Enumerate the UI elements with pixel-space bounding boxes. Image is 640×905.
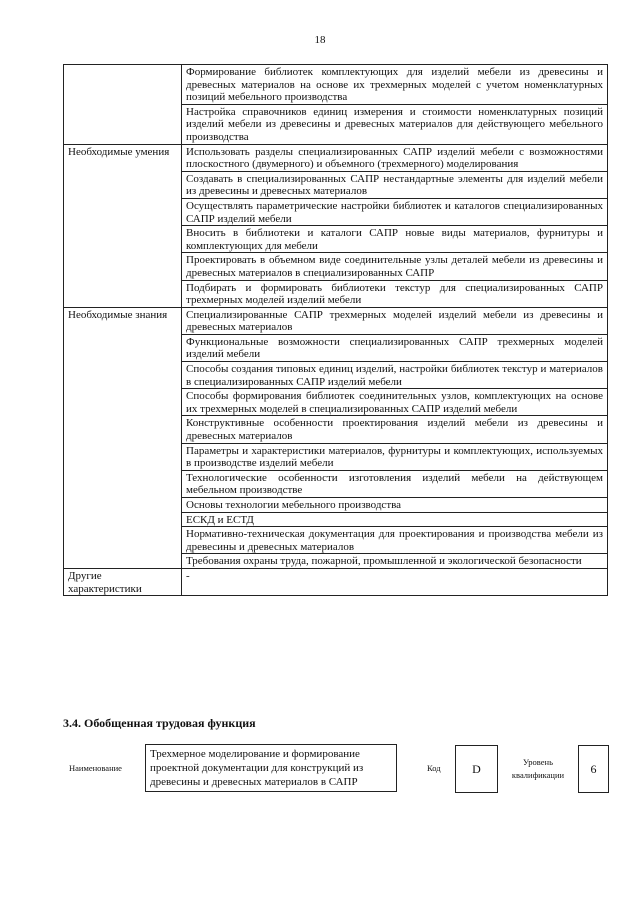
row-text: - bbox=[182, 568, 608, 595]
row-label-other: Другие характеристики bbox=[64, 568, 182, 595]
row-text: Технологические особенности изготовления изделий мебели на действующем мебельном производстве bbox=[182, 470, 608, 497]
code-label: Код bbox=[427, 763, 441, 773]
row-text: Использовать разделы специализированных САПР изделий мебели с возможностями плоскостного (двумерного) и объемного (трехмерного) моделирования bbox=[182, 144, 608, 171]
row-text: Способы формирования библиотек соединительных узлов, комплектующих на основе их трехмерных моделей в специализированных САПР изделий мебели bbox=[182, 389, 608, 416]
row-text: Способы создания типовых единиц изделий, настройки библиотек текстур и материалов в специализированных САПР изделий мебели bbox=[182, 362, 608, 389]
row-text: Осуществлять параметрические настройки библиотек и каталогов специализированных САПР изделий мебели bbox=[182, 198, 608, 225]
table-row bbox=[64, 65, 608, 105]
row-text: Специализированные САПР трехмерных моделей изделий мебели из древесины и древесных материалов bbox=[182, 307, 608, 334]
table-row bbox=[64, 144, 608, 171]
row-text: Подбирать и формировать библиотеки текстур для специализированных САПР трехмерных моделей изделий мебели bbox=[182, 280, 608, 307]
row-text: Создавать в специализированных САПР нестандартные элементы для изделий мебели из древесины и древесных материалов bbox=[182, 171, 608, 198]
function-name-box: Трехмерное моделирование и формирование проектной документации для конструкций из древесины и древесных материалов в САПР bbox=[145, 744, 397, 792]
row-label-skills: Необходимые умения bbox=[64, 144, 182, 307]
row-text: ЕСКД и ЕСТД bbox=[182, 512, 608, 527]
row-text: Настройка справочников единиц измерения и стоимости номенклатурных позиций изделий мебели из древесины и древесных материалов для действующего мебельного производства bbox=[182, 104, 608, 144]
section-heading: 3.4. Обобщенная трудовая функция bbox=[63, 716, 256, 730]
qualification-level-box: 6 bbox=[578, 745, 609, 793]
row-text: Параметры и характеристики материалов, фурнитуры и комплектующих, используемых в производстве изделий мебели bbox=[182, 443, 608, 470]
skills-knowledge-table bbox=[63, 64, 608, 596]
row-text: Нормативно-техническая документация для проектирования и производства мебели из древесины и древесных материалов bbox=[182, 527, 608, 554]
row-text: Конструктивные особенности проектирования изделий мебели из древесины и древесных материалов bbox=[182, 416, 608, 443]
row-text: Функциональные возможности специализированных САПР трехмерных моделей изделий мебели bbox=[182, 334, 608, 361]
qualification-level-label: Уровень квалификации bbox=[511, 757, 565, 780]
row-text: Формирование библиотек комплектующих для изделий мебели из древесины и древесных материалов на основе их трехмерных моделей с учетом номенклатурных позиций мебельного производства bbox=[182, 65, 608, 105]
table-row bbox=[64, 568, 608, 595]
row-text: Проектировать в объемном виде соединительные узлы деталей мебели из древесины и древесных материалов в специализированных САПР bbox=[182, 253, 608, 280]
table-row bbox=[64, 307, 608, 334]
row-text: Вносить в библиотеки и каталоги САПР новые виды материалов, фурнитуры и комплектующих для мебели bbox=[182, 226, 608, 253]
row-label bbox=[64, 65, 182, 145]
row-text: Требования охраны труда, пожарной, промышленной и экологической безопасности bbox=[182, 554, 608, 569]
row-text: Основы технологии мебельного производства bbox=[182, 498, 608, 513]
name-label: Наименование bbox=[69, 763, 122, 773]
page-number: 18 bbox=[314, 34, 326, 46]
code-box: D bbox=[455, 745, 498, 793]
row-label-knowledge: Необходимые знания bbox=[64, 307, 182, 568]
